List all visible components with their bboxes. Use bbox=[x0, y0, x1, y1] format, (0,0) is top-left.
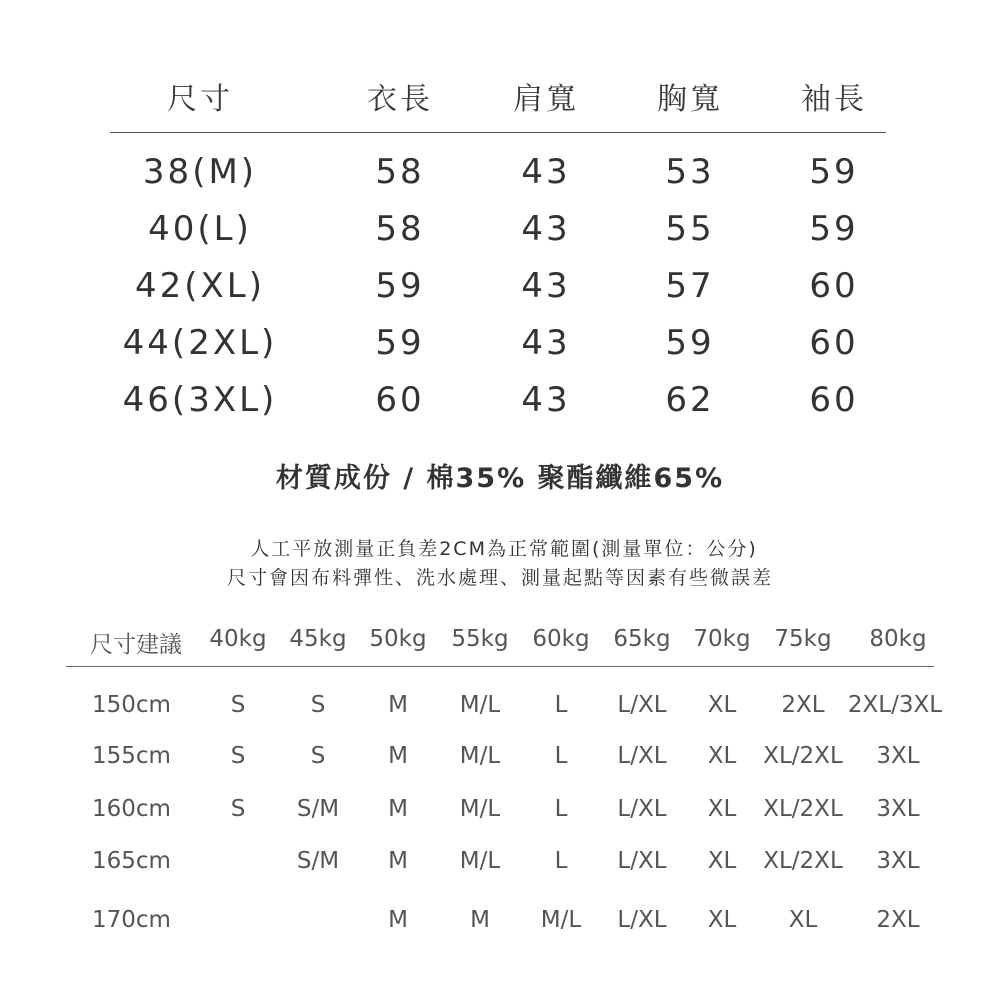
recommended-size: M bbox=[388, 743, 408, 769]
size-label: 44(2XL) bbox=[122, 323, 278, 363]
size-label: 42(XL) bbox=[134, 266, 266, 306]
weight-header: 55kg bbox=[451, 626, 509, 652]
recommended-size: M/L bbox=[459, 692, 501, 718]
recommended-size: S bbox=[230, 796, 246, 822]
recommended-size: S bbox=[310, 743, 326, 769]
table-cell: 58 bbox=[375, 152, 425, 192]
recommended-size: 2XL bbox=[781, 692, 825, 718]
weight-header: 40kg bbox=[209, 626, 267, 652]
weight-header: 60kg bbox=[532, 626, 590, 652]
variance-note: 尺寸會因布料彈性、洗水處理、測量起點等因素有些微誤差 bbox=[226, 567, 774, 589]
recommended-size: XL bbox=[707, 692, 737, 718]
recommended-size: M bbox=[388, 907, 408, 933]
table-cell: 43 bbox=[521, 323, 571, 363]
recommended-size: M/L bbox=[540, 907, 582, 933]
recommended-size: L/XL bbox=[617, 692, 667, 718]
size-label: 40(L) bbox=[148, 209, 252, 249]
recommended-size: M bbox=[388, 848, 408, 874]
recommended-size: S bbox=[310, 692, 326, 718]
recommended-size: L bbox=[554, 743, 568, 769]
recommended-size: L/XL bbox=[617, 743, 667, 769]
recommendation-divider bbox=[66, 666, 934, 667]
weight-header: 65kg bbox=[613, 626, 671, 652]
header-sleeve: 袖長 bbox=[801, 82, 867, 117]
table-cell: 59 bbox=[375, 323, 425, 363]
recommended-size: S/M bbox=[296, 796, 340, 822]
header-size: 尺寸 bbox=[167, 82, 233, 117]
table-cell: 59 bbox=[809, 152, 859, 192]
recommended-size: 2XL/3XL bbox=[847, 692, 943, 718]
recommended-size: XL/2XL bbox=[763, 796, 843, 822]
table-cell: 43 bbox=[521, 152, 571, 192]
recommended-size: L/XL bbox=[617, 848, 667, 874]
table-cell: 58 bbox=[375, 209, 425, 249]
table-cell: 60 bbox=[809, 266, 859, 306]
table-cell: 59 bbox=[809, 209, 859, 249]
table-cell: 57 bbox=[665, 266, 715, 306]
weight-header: 45kg bbox=[289, 626, 347, 652]
height-label: 165cm bbox=[92, 848, 171, 874]
height-label: 160cm bbox=[92, 796, 171, 822]
header-length: 衣長 bbox=[367, 82, 433, 117]
measurement-note: 人工平放測量正負差2CM為正常範圍(測量單位：公分) bbox=[250, 538, 758, 560]
recommended-size: 3XL bbox=[876, 796, 920, 822]
material-composition: 材質成份 / 棉35% 聚酯纖維65% bbox=[275, 463, 725, 494]
header-chest: 胸寬 bbox=[657, 82, 723, 117]
recommended-size: S bbox=[230, 692, 246, 718]
recommended-size: XL bbox=[707, 907, 737, 933]
height-label: 170cm bbox=[92, 907, 171, 933]
recommended-size: M/L bbox=[459, 848, 501, 874]
recommended-size: L bbox=[554, 796, 568, 822]
recommended-size: 2XL bbox=[876, 907, 920, 933]
table-cell: 53 bbox=[665, 152, 715, 192]
weight-header: 75kg bbox=[774, 626, 832, 652]
height-label: 155cm bbox=[92, 743, 171, 769]
recommended-size: M bbox=[388, 796, 408, 822]
recommended-size: XL bbox=[707, 743, 737, 769]
recommended-size: 3XL bbox=[876, 848, 920, 874]
recommended-size: L bbox=[554, 692, 568, 718]
weight-header: 70kg bbox=[693, 626, 751, 652]
table-cell: 60 bbox=[809, 323, 859, 363]
recommended-size: M/L bbox=[459, 796, 501, 822]
recommended-size: XL bbox=[788, 907, 818, 933]
recommended-size: L/XL bbox=[617, 907, 667, 933]
recommended-size: M bbox=[388, 692, 408, 718]
table-cell: 60 bbox=[375, 380, 425, 420]
table-cell: 43 bbox=[521, 266, 571, 306]
table-cell: 59 bbox=[665, 323, 715, 363]
recommended-size: XL/2XL bbox=[763, 848, 843, 874]
recommended-size: XL bbox=[707, 796, 737, 822]
recommended-size: XL/2XL bbox=[763, 743, 843, 769]
size-label: 46(3XL) bbox=[122, 380, 278, 420]
table-cell: 43 bbox=[521, 209, 571, 249]
recommended-size: L/XL bbox=[617, 796, 667, 822]
header-shoulder: 肩寬 bbox=[513, 82, 579, 117]
recommended-size: S/M bbox=[296, 848, 340, 874]
recommended-size: S bbox=[230, 743, 246, 769]
table-cell: 55 bbox=[665, 209, 715, 249]
table-cell: 60 bbox=[809, 380, 859, 420]
recommended-size: XL bbox=[707, 848, 737, 874]
header-divider bbox=[110, 132, 886, 133]
table-cell: 62 bbox=[665, 380, 715, 420]
weight-header: 50kg bbox=[369, 626, 427, 652]
recommended-size: M bbox=[470, 907, 490, 933]
recommended-size: 3XL bbox=[876, 743, 920, 769]
size-label: 38(M) bbox=[142, 152, 258, 192]
recommended-size: L bbox=[554, 848, 568, 874]
weight-header: 80kg bbox=[869, 626, 927, 652]
table-cell: 59 bbox=[375, 266, 425, 306]
table-cell: 43 bbox=[521, 380, 571, 420]
height-label: 150cm bbox=[92, 692, 171, 718]
recommended-size: M/L bbox=[459, 743, 501, 769]
recommendation-corner-label: 尺寸建議 bbox=[90, 632, 182, 658]
